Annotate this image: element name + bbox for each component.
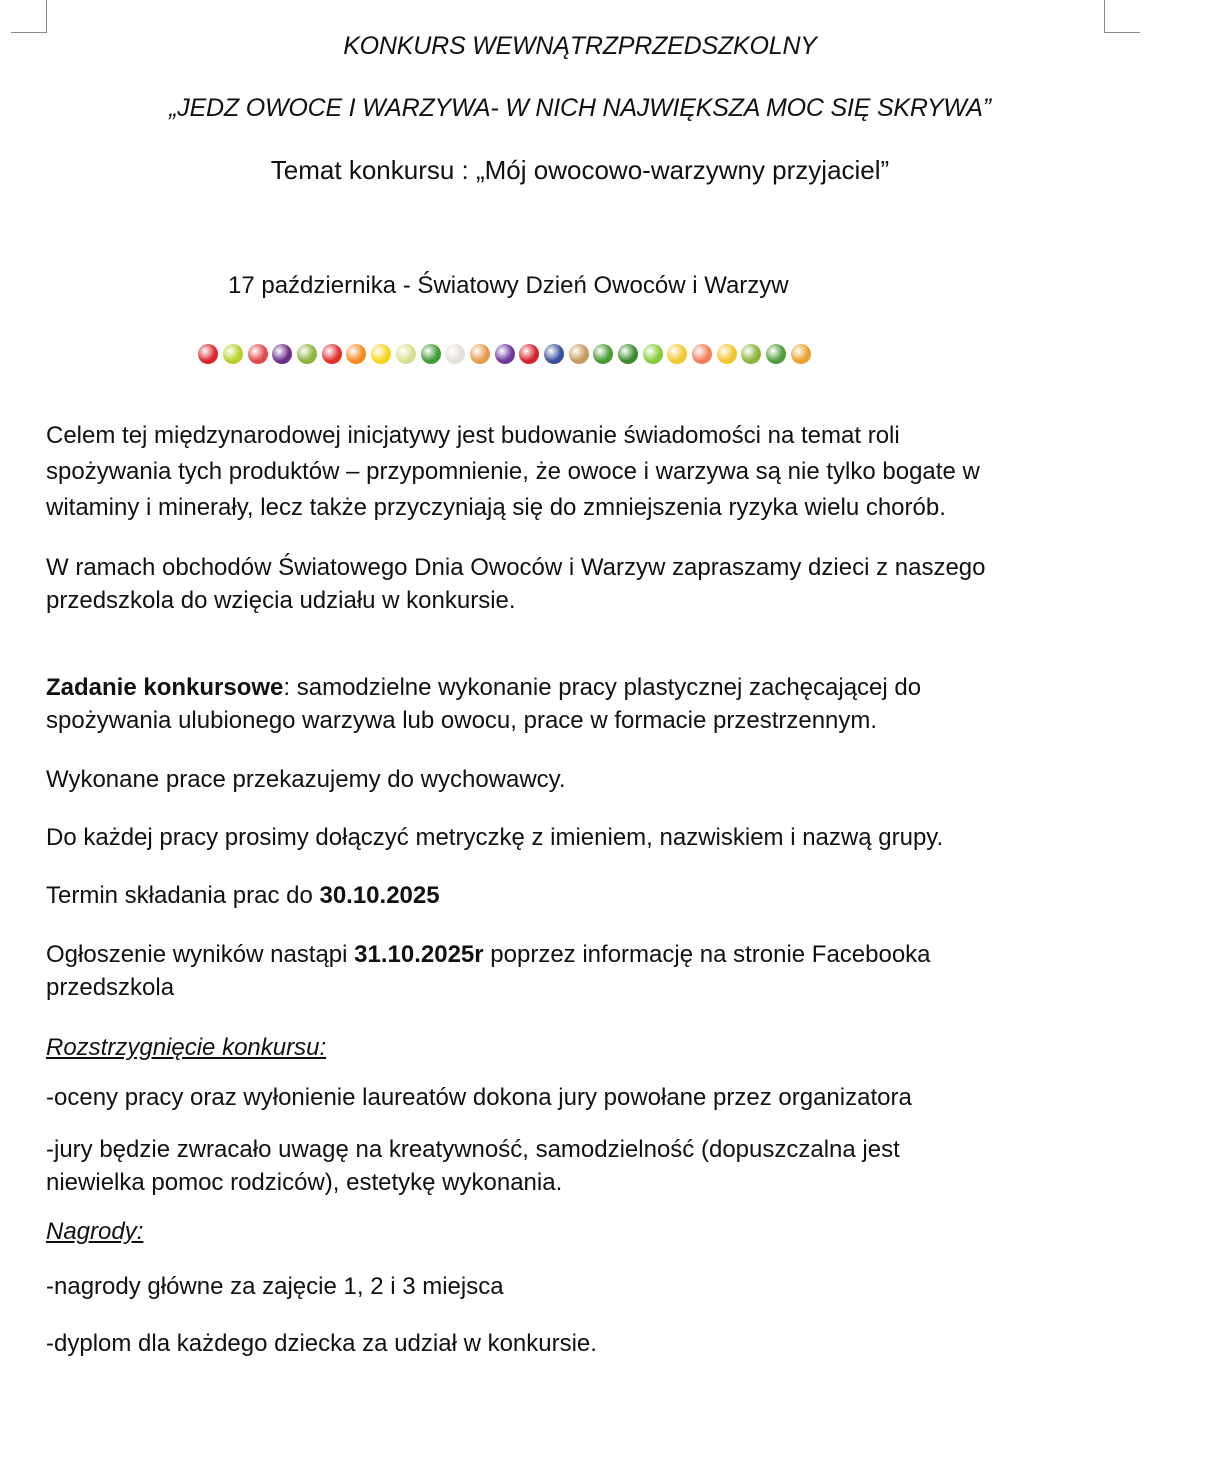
deadline-date: 30.10.2025 [319,882,440,909]
melon-icon [394,342,419,372]
corner-mark-top-right [1100,0,1150,36]
task-text: : samodzielne wykonanie pracy plastycznej zachęcającej do [283,674,922,701]
results-line2: przedszkola [46,974,175,1001]
results-date: 31.10.2025r [354,941,484,968]
judging-item2-line1: -jury będzie zwracało uwagę na kreatywność, samodzielność (dopuszczalna jest [46,1136,900,1163]
apple-red-icon [196,342,221,372]
potato-icon [566,342,591,372]
onion-icon [468,342,493,372]
corner-mark-top-left [0,0,50,36]
watermelon-icon [245,342,270,372]
task-label: Zadanie konkursowe [46,674,284,701]
task-text-line2: spożywania ulubionego warzywa lub owocu, prace w formacie przestrzennym. [46,707,878,734]
intro-line: spożywania tych produktów – przypomnienie, że owoce i warzywa są nie tylko bogate w [46,458,980,485]
lemon-icon [369,342,394,372]
contest-topic: Temat konkursu : „Mój owocowo-warzywny przyjaciel” [270,155,890,185]
blueberries-icon [542,342,567,372]
bell-pepper-icon [418,342,443,372]
deadline-line [46,878,440,914]
intro-paragraph [46,418,980,526]
judging-heading: Rozstrzygnięcie konkursu: [46,1034,327,1061]
cherries-icon [517,342,542,372]
banana-icon [665,342,690,372]
broccoli-icon [616,342,641,372]
olive-icon [739,342,764,372]
date-line: 17 października - Światowy Dzień Owoców i Warzyw [228,272,789,299]
tomato-icon [319,342,344,372]
document-slogan: „JEDZ OWOCE I WARZYWA- W NICH NAJWIĘKSZA MOC SIĘ SKRYWA” [169,94,991,122]
pear-icon [221,342,246,372]
fruit-vegetable-emoji-row [196,342,813,372]
corn-icon [714,342,739,372]
judging-item: -oceny pracy oraz wyłonienie laureatów dokona jury powołane przez organizatora [46,1084,912,1111]
results-suffix: poprzez informację na stronie Facebooka [483,941,931,968]
intro-line: witaminy i minerały, lecz także przyczyniają się do zmniejszenia ryzyka wielu chorób. [46,494,946,521]
results-paragraph [46,938,931,1004]
prize-item: -nagrody główne za zajęcie 1, 2 i 3 miejsca [46,1273,504,1300]
prize-item: -dyplom dla każdego dziecka za udział w konkursie. [46,1330,597,1357]
garlic-icon [443,342,468,372]
cucumber-icon [591,342,616,372]
invitation-line: przedszkola do wzięcia udziału w konkursie. [46,587,516,614]
intro-line: Celem tej międzynarodowej inicjatywy jest budowanie świadomości na temat roli [46,422,900,449]
eggplant-icon [270,342,295,372]
judging-item [46,1133,900,1199]
judging-item2-line2: niewielka pomoc rodziców), estetykę wykonania. [46,1169,563,1196]
results-prefix: Ogłoszenie wyników nastąpi [46,941,355,968]
green-apple-icon [640,342,665,372]
prizes-heading: Nagrody: [46,1218,144,1245]
task-paragraph [46,671,921,737]
label-note: Do każdej pracy prosimy dołączyć metryczkę z imieniem, nazwiskiem i nazwą grupy. [46,824,944,851]
pineapple-icon [789,342,814,372]
peach-icon [690,342,715,372]
avocado-icon [295,342,320,372]
tangerine-icon [344,342,369,372]
document-title: KONKURS WEWNĄTRZPRZEDSZKOLNY [343,32,817,60]
invitation-line: W ramach obchodów Światowego Dnia Owoców i Warzyw zapraszamy dzieci z naszego [46,554,986,581]
handover-note: Wykonane prace przekazujemy do wychowawcy. [46,766,566,793]
deadline-prefix: Termin składania prac do [46,882,320,909]
grapes-icon [492,342,517,372]
invitation-paragraph [46,551,985,617]
leafy-green-icon [764,342,789,372]
